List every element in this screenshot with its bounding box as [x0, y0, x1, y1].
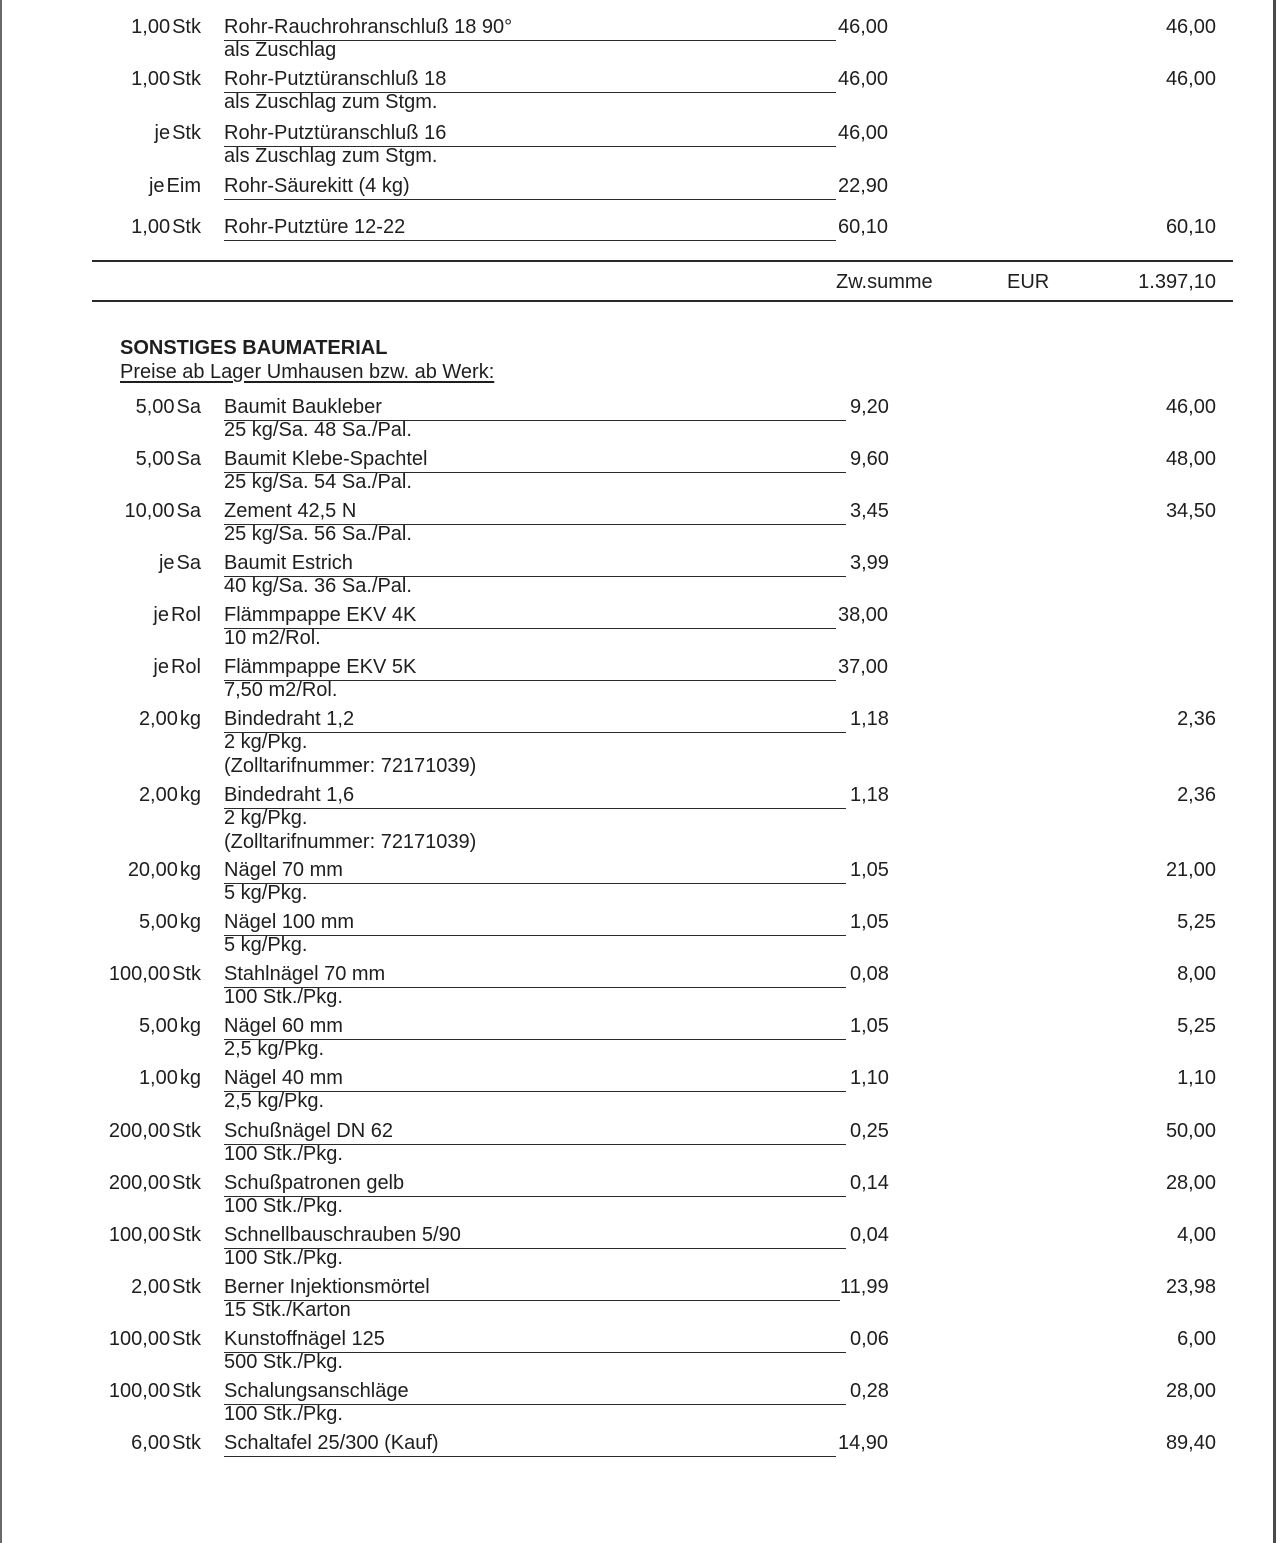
quantity-value: 100,00 — [108, 963, 171, 985]
item-description: Rohr-Putztüranschluß 16 — [224, 122, 447, 144]
quantity-value: 6,00 — [131, 1432, 171, 1454]
unit-price: 37,00 — [838, 656, 889, 678]
table-row — [2, 1275, 1273, 1321]
unit-price: 0,08 — [850, 963, 889, 985]
quantity-cell — [155, 121, 201, 145]
quantity-cell — [109, 1119, 201, 1143]
unit-price: 1,10 — [850, 1067, 889, 1089]
quantity-unit: Eim — [166, 175, 201, 197]
item-description: Schnellbauschrauben 5/90 — [224, 1224, 461, 1246]
table-row — [2, 174, 1273, 198]
table-row — [2, 67, 1273, 113]
line-total: 21,00 — [1165, 859, 1216, 881]
table-row — [2, 447, 1273, 493]
quantity-value: 5,00 — [135, 448, 175, 470]
quantity-cell — [136, 447, 201, 471]
item-description: Bindedraht 1,6 — [224, 784, 355, 806]
quantity-value: 2,00 — [138, 784, 178, 806]
table-row — [2, 15, 1273, 61]
item-description: Rohr-Putztüranschluß 18 — [224, 68, 447, 90]
item-detail: 100 Stk./Pkg. — [224, 1143, 343, 1165]
quantity-unit: Stk — [172, 1120, 201, 1142]
unit-price: 60,10 — [838, 216, 889, 238]
quantity-value: 5,00 — [135, 396, 175, 418]
table-row — [2, 962, 1273, 1008]
quantity-value: 2,00 — [131, 1276, 171, 1298]
table-row — [2, 707, 1273, 777]
unit-price: 1,18 — [850, 708, 889, 730]
quantity-value: 1,00 — [131, 16, 171, 38]
quantity-unit: kg — [179, 1067, 201, 1089]
item-detail: 10 m2/Rol. — [224, 627, 321, 649]
item-detail: 500 Stk./Pkg. — [224, 1351, 343, 1373]
table-row — [2, 499, 1273, 545]
unit-price: 11,99 — [840, 1276, 889, 1298]
table-row — [2, 1066, 1273, 1112]
quantity-unit: kg — [179, 911, 201, 933]
quantity-value: 10,00 — [124, 500, 175, 522]
quantity-unit: kg — [179, 784, 201, 806]
quantity-unit: Sa — [176, 552, 201, 574]
table-row — [2, 655, 1273, 701]
table-row — [2, 1014, 1273, 1060]
quantity-value: 100,00 — [108, 1328, 171, 1350]
quantity-value: je — [158, 552, 175, 574]
quantity-unit: Stk — [172, 122, 201, 144]
item-detail: 2 kg/Pkg. — [224, 731, 308, 753]
item-detail: 100 Stk./Pkg. — [224, 1247, 343, 1269]
unit-price: 0,28 — [850, 1380, 889, 1402]
quantity-cell — [136, 395, 201, 419]
item-detail: 5 kg/Pkg. — [224, 882, 308, 904]
item-description: Schußnägel DN 62 — [224, 1120, 393, 1142]
quantity-unit: Sa — [176, 448, 201, 470]
line-total: 60,10 — [1165, 216, 1216, 238]
item-description: Rohr-Säurekitt (4 kg) — [224, 175, 410, 197]
quantity-value: je — [148, 175, 165, 197]
quantity-unit: Stk — [172, 1224, 201, 1246]
line-total: 48,00 — [1165, 448, 1216, 470]
item-underline — [224, 883, 846, 885]
quantity-unit: kg — [179, 1015, 201, 1037]
quantity-unit: Stk — [172, 1432, 201, 1454]
unit-price: 9,60 — [850, 448, 889, 470]
quantity-value: 100,00 — [108, 1380, 171, 1402]
unit-price: 1,18 — [850, 784, 889, 806]
unit-price: 46,00 — [838, 16, 889, 38]
item-description: Schußpatronen gelb — [224, 1172, 405, 1194]
line-total: 28,00 — [1165, 1172, 1216, 1194]
unit-price: 1,05 — [850, 1015, 889, 1037]
quantity-unit: Rol — [170, 656, 201, 678]
item-description: Stahlnägel 70 mm — [224, 963, 386, 985]
subtotal-currency: EUR — [1007, 271, 1050, 293]
item-detail: 2,5 kg/Pkg. — [224, 1038, 325, 1060]
quantity-value: je — [154, 122, 171, 144]
quantity-value: 1,00 — [131, 216, 171, 238]
unit-price: 3,99 — [850, 552, 889, 574]
line-total: 34,50 — [1165, 500, 1216, 522]
item-detail: 2 kg/Pkg. — [224, 807, 308, 829]
quantity-value: je — [153, 656, 169, 678]
table-row — [2, 1171, 1273, 1217]
quantity-unit: Stk — [172, 216, 201, 238]
unit-price: 0,04 — [850, 1224, 889, 1246]
quantity-cell — [153, 603, 201, 627]
table-row — [2, 215, 1273, 239]
section-subtitle: Preise ab Lager Umhausen bzw. ab Werk: — [120, 361, 495, 383]
item-detail: 40 kg/Sa. 36 Sa./Pal. — [224, 575, 412, 597]
table-row — [2, 910, 1273, 956]
quantity-unit: Stk — [172, 1276, 201, 1298]
line-total: 46,00 — [1165, 396, 1216, 418]
line-total: 89,40 — [1165, 1432, 1216, 1454]
item-detail: 100 Stk./Pkg. — [224, 1403, 343, 1425]
quantity-value: 200,00 — [108, 1120, 171, 1142]
unit-price: 46,00 — [838, 68, 889, 90]
item-detail: 100 Stk./Pkg. — [224, 986, 343, 1008]
quantity-cell — [109, 1171, 201, 1195]
item-detail: als Zuschlag zum Stgm. — [224, 91, 438, 113]
subtotal-bottom-rule — [92, 300, 1233, 302]
subtotal-top-rule — [92, 260, 1233, 262]
line-total: 4,00 — [1177, 1224, 1216, 1246]
item-description: Baumit Baukleber — [224, 396, 382, 418]
unit-price: 0,14 — [850, 1172, 889, 1194]
quantity-cell — [109, 1327, 201, 1351]
line-total: 46,00 — [1165, 16, 1216, 38]
unit-price: 0,06 — [850, 1328, 889, 1350]
table-row — [2, 1327, 1273, 1373]
item-description: Schaltafel 25/300 (Kauf) — [224, 1432, 439, 1454]
table-row — [2, 121, 1273, 167]
quantity-unit: Sa — [176, 500, 201, 522]
item-description: Schalungsanschläge — [224, 1380, 409, 1402]
item-description: Nägel 40 mm — [224, 1067, 343, 1089]
item-description: Berner Injektionsmörtel — [224, 1276, 430, 1298]
item-description: Rohr-Rauchrohranschluß 18 90° — [224, 16, 513, 38]
item-underline — [224, 1456, 836, 1458]
line-total: 50,00 — [1165, 1120, 1216, 1142]
quantity-cell — [139, 910, 201, 934]
quantity-cell — [131, 15, 201, 39]
quantity-cell — [131, 1275, 201, 1299]
quantity-value: 5,00 — [138, 911, 178, 933]
item-underline — [224, 935, 846, 937]
table-row — [2, 858, 1273, 904]
line-total: 23,98 — [1165, 1276, 1216, 1298]
quantity-cell — [131, 215, 201, 239]
item-description: Baumit Estrich — [224, 552, 353, 574]
quantity-value: 1,00 — [131, 68, 171, 90]
quantity-unit: Rol — [170, 604, 201, 626]
item-detail: 25 kg/Sa. 48 Sa./Pal. — [224, 419, 412, 441]
quantity-cell — [109, 1223, 201, 1247]
item-description: Rohr-Putztüre 12-22 — [224, 216, 406, 238]
quantity-value: 200,00 — [108, 1172, 171, 1194]
table-row — [2, 1119, 1273, 1165]
quantity-value: 5,00 — [138, 1015, 178, 1037]
unit-price: 38,00 — [838, 604, 889, 626]
quantity-value: 20,00 — [127, 859, 178, 881]
item-description: Nägel 70 mm — [224, 859, 343, 881]
quantity-value: 1,00 — [138, 1067, 178, 1089]
quantity-cell — [131, 1431, 201, 1455]
item-detail: 100 Stk./Pkg. — [224, 1195, 343, 1217]
item-description: Nägel 60 mm — [224, 1015, 343, 1037]
table-row — [2, 551, 1273, 597]
table-row — [2, 783, 1273, 853]
line-total: 2,36 — [1177, 784, 1216, 806]
item-description: Flämmpappe EKV 4K — [224, 604, 417, 626]
item-detail: 15 Stk./Karton — [224, 1299, 351, 1321]
quantity-unit: Stk — [172, 1380, 201, 1402]
unit-price: 14,90 — [838, 1432, 889, 1454]
quantity-cell — [149, 174, 201, 198]
item-detail: 25 kg/Sa. 54 Sa./Pal. — [224, 471, 412, 493]
line-total: 1,10 — [1177, 1067, 1216, 1089]
quantity-value: 2,00 — [138, 708, 178, 730]
item-description: Zement 42,5 N — [224, 500, 357, 522]
quantity-cell — [124, 499, 201, 523]
unit-price: 3,45 — [850, 500, 889, 522]
quantity-cell — [109, 1379, 201, 1403]
table-row — [2, 1379, 1273, 1425]
quantity-value: 100,00 — [108, 1224, 171, 1246]
quantity-cell — [139, 1066, 201, 1090]
item-description: Bindedraht 1,2 — [224, 708, 355, 730]
item-detail: 7,50 m2/Rol. — [224, 679, 338, 701]
table-row — [2, 1223, 1273, 1269]
unit-price: 1,05 — [850, 859, 889, 881]
item-underline — [224, 808, 846, 810]
quantity-unit: Stk — [172, 963, 201, 985]
quantity-unit: kg — [179, 859, 201, 881]
item-detail: 2,5 kg/Pkg. — [224, 1090, 325, 1112]
item-description: Kunstoffnägel 125 — [224, 1328, 385, 1350]
line-total: 5,25 — [1177, 911, 1216, 933]
section-title: SONSTIGES BAUMATERIAL — [120, 337, 388, 359]
item-description: Baumit Klebe-Spachtel — [224, 448, 428, 470]
item-detail: als Zuschlag — [224, 39, 337, 61]
quantity-unit: Stk — [172, 1328, 201, 1350]
quantity-cell — [109, 962, 201, 986]
quantity-cell — [139, 1014, 201, 1038]
unit-price: 22,90 — [838, 175, 889, 197]
line-total: 8,00 — [1177, 963, 1216, 985]
quantity-cell — [159, 551, 201, 575]
quantity-cell — [139, 783, 201, 807]
unit-price: 0,25 — [850, 1120, 889, 1142]
item-detail: 25 kg/Sa. 56 Sa./Pal. — [224, 523, 412, 545]
item-description: Nägel 100 mm — [224, 911, 355, 933]
quantity-unit: Stk — [172, 16, 201, 38]
item-detail: 5 kg/Pkg. — [224, 934, 308, 956]
item-underline — [224, 732, 846, 734]
table-row — [2, 1431, 1273, 1455]
line-total: 6,00 — [1177, 1328, 1216, 1350]
quantity-unit: kg — [179, 708, 201, 730]
quantity-cell — [153, 655, 201, 679]
table-row — [2, 395, 1273, 441]
quantity-unit: Sa — [176, 396, 201, 418]
item-detail: als Zuschlag zum Stgm. — [224, 145, 438, 167]
unit-price: 9,20 — [850, 396, 889, 418]
quantity-unit: Stk — [172, 68, 201, 90]
unit-price: 1,05 — [850, 911, 889, 933]
quantity-unit: Stk — [172, 1172, 201, 1194]
line-total: 5,25 — [1177, 1015, 1216, 1037]
unit-price: 46,00 — [838, 122, 889, 144]
quantity-cell — [131, 67, 201, 91]
subtotal-value: 1.397,10 — [1138, 271, 1216, 293]
quantity-cell — [128, 858, 201, 882]
line-total: 46,00 — [1165, 68, 1216, 90]
line-total: 28,00 — [1165, 1380, 1216, 1402]
quantity-cell — [139, 707, 201, 731]
item-detail: (Zolltarifnummer: 72171039) — [224, 831, 477, 853]
table-row — [2, 603, 1273, 649]
quantity-value: je — [153, 604, 169, 626]
line-total: 2,36 — [1177, 708, 1216, 730]
item-detail: (Zolltarifnummer: 72171039) — [224, 755, 477, 777]
item-underline — [224, 199, 836, 201]
subtotal-label: Zw.summe — [836, 271, 933, 293]
item-underline — [224, 240, 836, 242]
item-description: Flämmpappe EKV 5K — [224, 656, 417, 678]
